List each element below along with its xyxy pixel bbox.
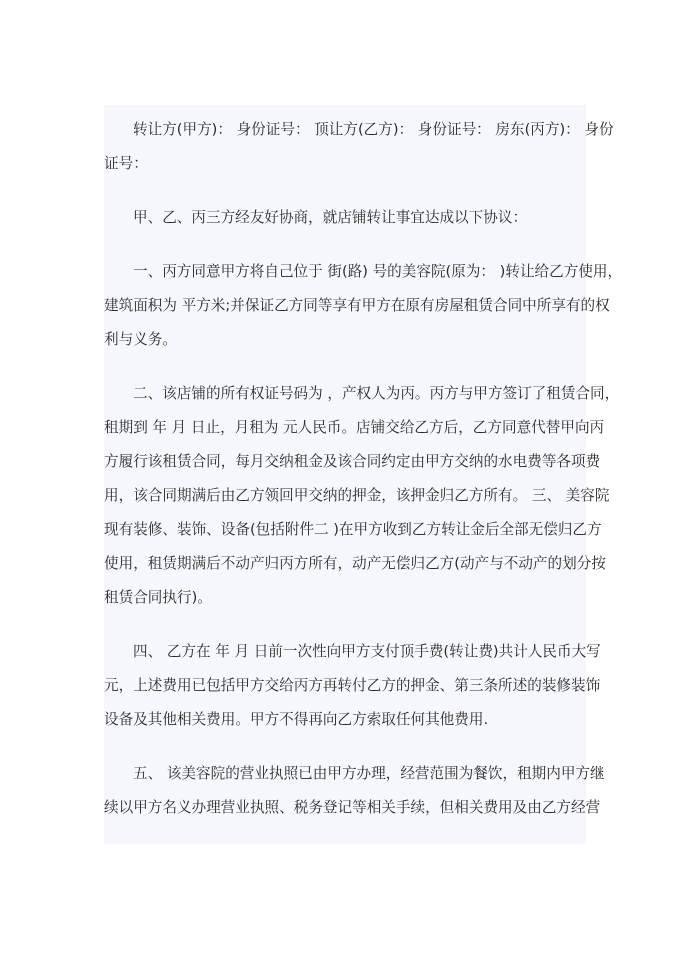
paragraph [104,635,601,737]
text-line: 元，上述费用已包括甲方交给丙方再转付乙方的押金、第三条所述的装修装饰 [104,677,601,694]
text-line: 租赁合同执行)。 [104,589,212,606]
text-line: 建筑面积为 平方米;并保证乙方同等享有甲方在原有房屋租赁合同中所享有的权 [104,297,610,314]
text-line: 用，该合同期满后由乙方领回甲交纳的押金，该押金归乙方所有。 三、 美容院 [104,487,610,504]
text-line: 二、该店铺的所有权证号码为 ，产权人为丙。丙方与甲方签订了租赁合同， [133,385,620,402]
text-line: 一、丙方同意甲方将自己位于 街(路) 号的美容院(原为： )转让给乙方使用， [133,263,623,280]
paragraph [104,757,605,825]
text-line: 转让方(甲方)： 身份证号： 顶让方(乙方)： 身份证号： 房东(丙方)： 身份 [133,121,614,138]
paragraph [104,113,614,181]
document-body [104,113,623,845]
text-line: 甲、乙、丙三方经友好协商，就店铺转让事宜达成以下协议： [133,209,528,226]
text-line: 证号： [104,155,148,172]
text-line: 设备及其他相关费用。甲方不得再向乙方索取任何其他费用. [104,711,489,728]
text-line: 五、 该美容院的营业执照已由甲方办理，经营范围为餐饮，租期内甲方继 [133,765,605,782]
text-line: 四、 乙方在 年 月 日前一次性向甲方支付顶手费(转让费)共计人民币大写 [133,643,601,660]
text-line: 租期到 年 月 日止，月租为 元人民币。店铺交给乙方后，乙方同意代替甲向丙 [104,419,605,436]
text-line: 利与义务。 [104,331,177,348]
text-line: 使用，租赁期满后不动产归丙方所有，动产无偿归乙方(动产与不动产的划分按 [104,555,606,572]
text-line: 现有装修、装饰、设备(包括附件二 )在甲方收到乙方转让金后全部无偿归乙方 [104,521,602,538]
paragraph [104,377,620,615]
paragraph [104,201,594,235]
text-line: 方履行该租赁合同，每月交纳租金及该合同约定由甲方交纳的水电费等各项费 [104,453,601,470]
paragraph [104,255,623,357]
text-line: 续以甲方名义办理营业执照、税务登记等相关手续，但相关费用及由乙方经营 [104,799,601,816]
